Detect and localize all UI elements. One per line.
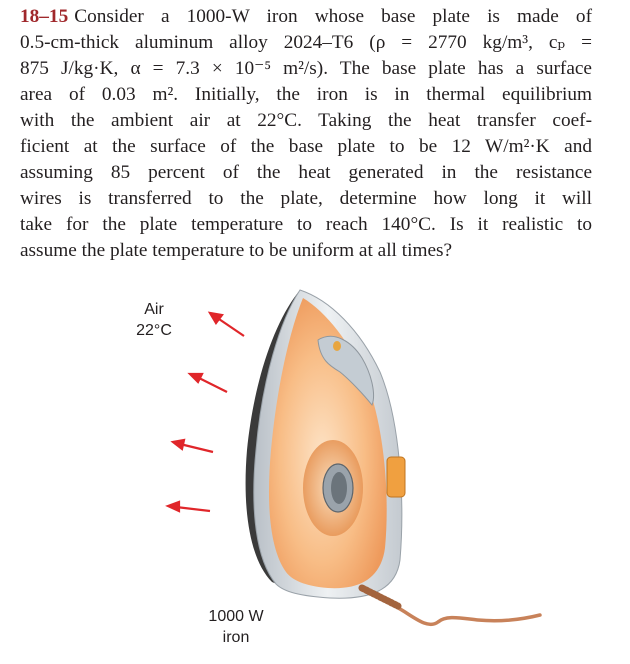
problem-line-6: ficient at the surface of the base plate to be 12 W/m²·K and bbox=[20, 136, 592, 157]
heat-arrow-4 bbox=[168, 502, 210, 511]
heat-arrow-1 bbox=[210, 313, 244, 336]
heat-arrow-2 bbox=[190, 374, 227, 392]
iron-figure bbox=[0, 270, 630, 659]
problem-line-3: 875 J/kg·K, α = 7.3 × 10⁻⁵ m²/s). The base plate has a surface bbox=[20, 58, 592, 79]
air-label: Air 22°C bbox=[136, 301, 172, 339]
iron-illustration bbox=[0, 270, 630, 659]
iron-label: 1000 W iron bbox=[208, 608, 264, 646]
heat-arrow-3 bbox=[173, 440, 213, 452]
problem-line-7: assuming 85 percent of the heat generated in the resistance bbox=[20, 162, 592, 183]
cord-strain-relief-icon bbox=[362, 588, 398, 606]
side-button-icon bbox=[387, 457, 405, 497]
steam-button-icon bbox=[333, 341, 341, 351]
problem-number: 18–15 bbox=[20, 6, 69, 27]
problem-line-8: wires is transferred to the plate, determine how long it will bbox=[20, 188, 592, 209]
problem-line-4: area of 0.03 m². Initially, the iron is in thermal equilibrium bbox=[20, 84, 592, 105]
power-cord-icon bbox=[368, 592, 540, 624]
problem-line-10: assume the plate temperature to be uniform at all times? bbox=[20, 240, 453, 261]
problem-line-9: take for the plate temperature to reach 140°C. Is it realistic to bbox=[20, 214, 592, 235]
problem-line-5: with the ambient air at 22°C. Taking the heat transfer coef- bbox=[20, 110, 592, 131]
problem-line-1: 18–15 Consider a 1000-W iron whose base plate is made of bbox=[20, 6, 592, 27]
dial-center-icon bbox=[331, 472, 347, 504]
problem-line-2: 0.5-cm-thick aluminum alloy 2024–T6 (ρ = 2770 kg/m³, cₚ = bbox=[20, 32, 592, 53]
heat-arrows bbox=[168, 313, 244, 511]
problem-statement bbox=[20, 4, 592, 264]
